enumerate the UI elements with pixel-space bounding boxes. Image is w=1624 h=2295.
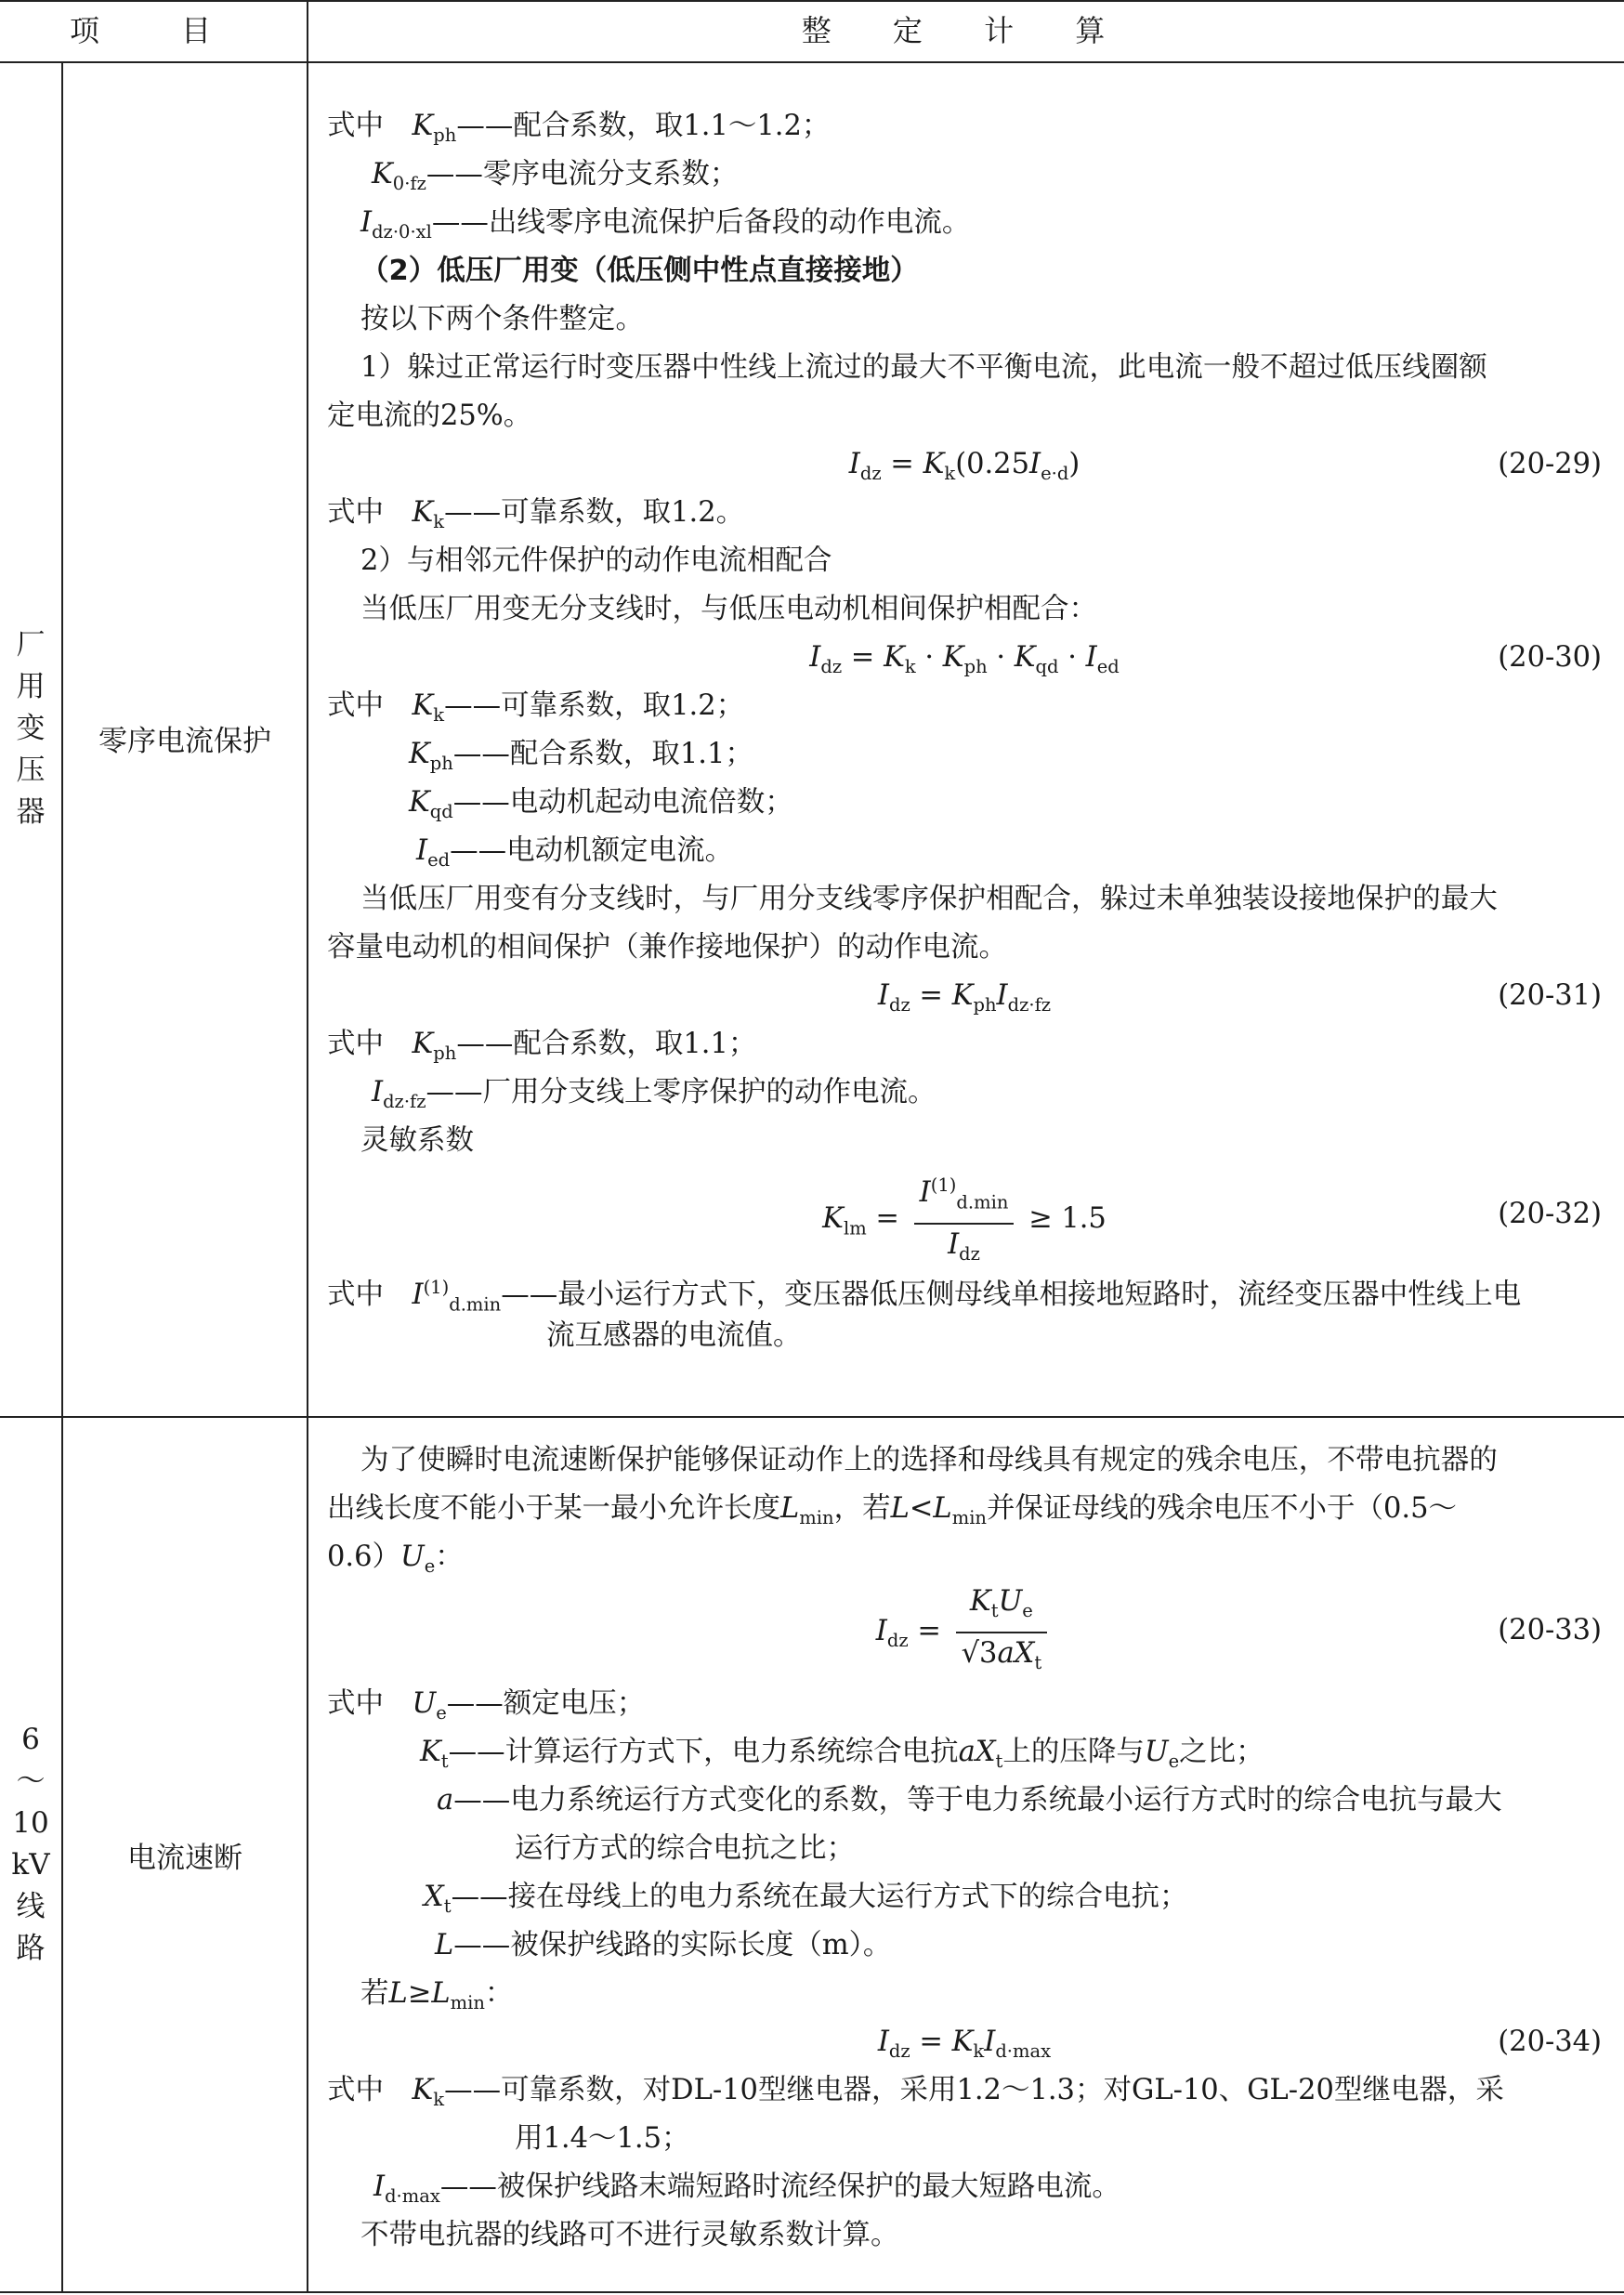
text-line: 式中 $U_e——$额定电压；: [327, 1687, 646, 1725]
column-rule-1: [61, 62, 63, 2292]
text-line: $I_{d\cdot max}——$被保护线路末端短路时流经保护的最大短路电流。: [373, 2170, 1120, 2208]
text-line: 流互感器的电流值。: [546, 1319, 802, 1352]
text-line: 按以下两个条件整定。: [360, 303, 644, 335]
text-line: 容量电动机的相间保护（兼作接地保护）的动作电流。: [327, 931, 1007, 964]
text-line: 出线长度不能小于某一最小允许长度$L_{min}$，若$L<L_{min}$并保证母线的残余电压不小于（0.5～: [327, 1492, 1458, 1529]
equation-20-32: $K_{lm}$ = $\frac{I^{(1)}_{d.min}}{I_{dz}}$ ≥ 1.5 (20-32): [327, 1165, 1602, 1264]
equation-20-33: $I_{dz}$ = $\frac{K_tU_e}{√3aX_t}$ (20-33): [327, 1581, 1602, 1680]
header-item-col: 项 目: [69, 13, 237, 48]
category-char: 变: [16, 712, 46, 745]
equation-number: (20-29): [1498, 448, 1602, 480]
category-char: 压: [16, 754, 46, 787]
text-line: 定电流的25%。: [327, 400, 532, 432]
section2-content: [327, 1436, 1602, 2260]
text-line: 为了使瞬时电流速断保护能够保证动作上的选择和母线具有规定的残余电压，不带电抗器的: [360, 1444, 1498, 1476]
text-line: 若$L\ge L_{min}$：: [360, 1977, 514, 2014]
item-zero-seq-protection: 零序电流保护: [98, 725, 271, 758]
equation-number: (20-33): [1498, 1614, 1602, 1646]
text-line: $I_{dz\cdot fz}——$厂用分支线上零序保护的动作电流。: [372, 1076, 936, 1113]
text-line: 用1.4～1.5；: [515, 2122, 690, 2155]
section-divider: [0, 1416, 1624, 1418]
text-line: 1）躲过正常运行时变压器中性线上流过的最大不平衡电流，此电流一般不超过低压线圈额: [360, 351, 1487, 384]
equation-20-30: $I_{dz} = K_k \cdot K_{ph} \cdot K_{qd} \cdot I_{ed}$ (20-30): [327, 634, 1602, 682]
text-line: 式中 $K_{ph}——$配合系数，取1.1；: [327, 1028, 757, 1065]
text-line: 式中 $K_{ph}——$配合系数，取1.1～1.2；: [327, 110, 831, 147]
text-line: L——被保护线路的实际长度（m）。: [435, 1929, 892, 1961]
category-char: 用: [16, 670, 46, 703]
category-char: 6: [21, 1723, 40, 1756]
text-line: $I_{dz\cdot 0\cdot xl}——$出线零序电流保护后备段的动作电流。: [360, 206, 971, 243]
category-6-10kv-line: [0, 1719, 61, 1970]
text-line: 运行方式的综合电抗之比；: [515, 1832, 855, 1865]
text-line: 式中 $K_k——$可靠系数，对DL-10型继电器，采用1.2～1.3；对GL-10、GL-20型继电器，采: [327, 2074, 1504, 2111]
text-line: $K_t——$计算运行方式下，电力系统综合电抗$aX_t$上的压降与$U_e$之比；: [420, 1736, 1264, 1773]
category-char: 器: [16, 795, 46, 829]
text-line: 式中 $K_k——$可靠系数，取1.2；: [327, 689, 745, 727]
category-char: 10: [12, 1806, 49, 1840]
subsection-heading: （2）低压厂用变（低压侧中性点直接接地）: [360, 255, 919, 287]
equation-number: (20-34): [1498, 2026, 1602, 2058]
item-current-quick-break: 电流速断: [127, 1842, 242, 1875]
text-line: $K_{qd}——$电动机起动电流倍数；: [409, 786, 793, 823]
equation-number: (20-31): [1498, 979, 1602, 1012]
header-calc-col: 整 定 计 算: [801, 13, 1132, 48]
category-char: 厂: [16, 628, 46, 662]
text-line: 当低压厂用变无分支线时，与低压电动机相间保护相配合：: [360, 593, 1097, 625]
text-line: 当低压厂用变有分支线时，与厂用分支线零序保护相配合，躲过未单独装设接地保护的最大: [360, 883, 1498, 915]
text-line: $I_{ed}——$电动机额定电流。: [416, 834, 734, 872]
text-line: 2）与相邻元件保护的动作电流相配合: [360, 544, 832, 577]
equation-20-29: $I_{dz} = K_k(0.25I_{e\cdot d})$ (20-29): [327, 440, 1602, 489]
text-line: $K_{0\cdot fz}——$零序电流分支系数；: [372, 158, 739, 195]
text-line: 式中 $K_k——$可靠系数，取1.2。: [327, 496, 745, 533]
table-bottom-rule: [0, 2291, 1624, 2293]
category-char: 线: [16, 1890, 46, 1923]
column-rule-2: [307, 0, 308, 2292]
equation-number: (20-32): [1498, 1198, 1602, 1230]
category-char: ～: [16, 1764, 46, 1798]
equation-20-34: $I_{dz} = K_kI_{d\cdot max}$ (20-34): [327, 2018, 1602, 2066]
text-line: $0.6)U_e$：: [327, 1541, 464, 1578]
category-char: 路: [16, 1932, 46, 1965]
text-line: a——电力系统运行方式变化的系数，等于电力系统最小运行方式时的综合电抗与最大: [437, 1784, 1502, 1816]
category-char: kV: [11, 1848, 50, 1882]
category-transformer: [0, 624, 61, 833]
text-line: $K_{ph}——$配合系数，取1.1；: [409, 738, 753, 775]
header-rule: [0, 61, 1624, 63]
section1-content: [327, 102, 1602, 1360]
text-line: 不带电抗器的线路可不进行灵敏系数计算。: [360, 2219, 899, 2251]
text-line: 式中 $I^{(1)}_{d.min}——$最小运行方式下，变压器低压侧母线单相接地短路时，流经变压器中性线上电: [327, 1277, 1522, 1316]
equation-number: (20-30): [1498, 641, 1602, 674]
text-line: 灵敏系数: [360, 1124, 474, 1157]
text-line: $X_t——$接在母线上的电力系统在最大运行方式下的综合电抗；: [424, 1881, 1188, 1918]
equation-20-31: $I_{dz} = K_{ph}I_{dz\cdot fz}$ (20-31): [327, 972, 1602, 1020]
